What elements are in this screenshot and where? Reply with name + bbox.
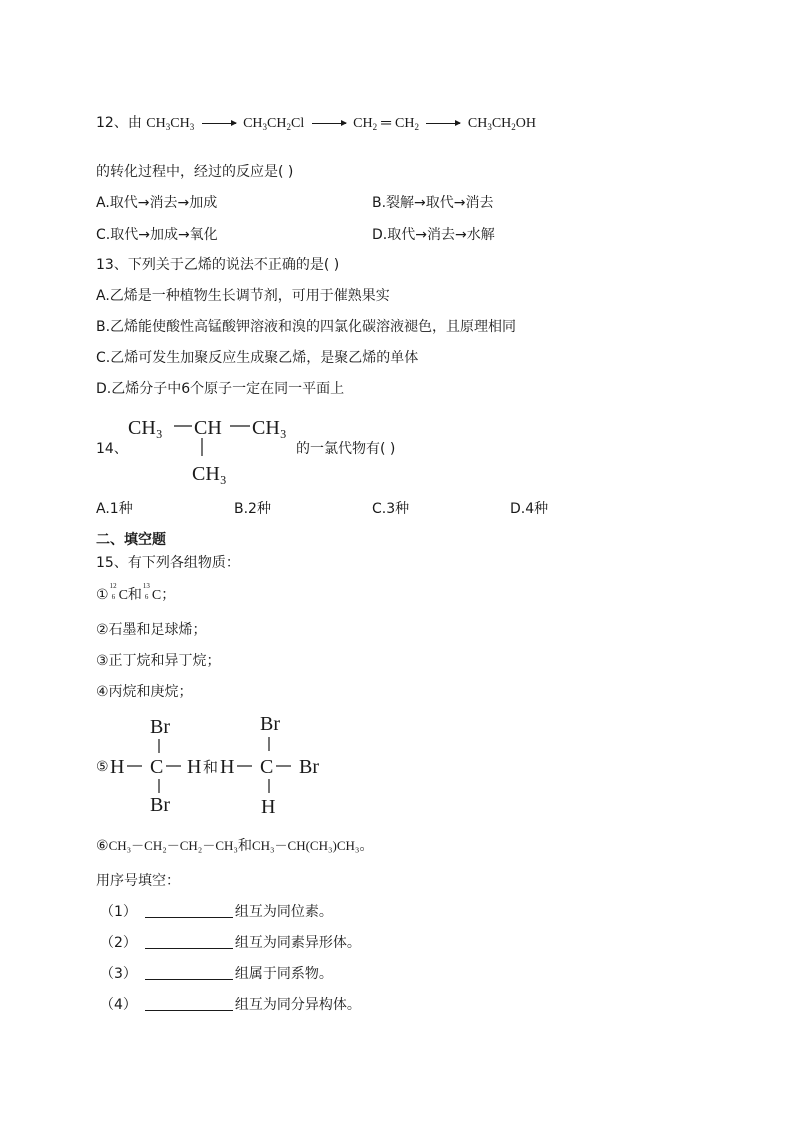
answer-blank-4[interactable] <box>145 996 233 1011</box>
q14-stem: 的一氯代物有( ) <box>296 441 396 457</box>
q14-number: 14、 <box>96 441 128 457</box>
mol2-top-atom: Br <box>260 713 280 735</box>
q15-item-3: ③正丁烷和异丁烷； <box>96 653 221 669</box>
q12-option-a: A.取代→消去→加成 <box>96 195 218 211</box>
q12-option-b: B.裂解→取代→消去 <box>372 195 494 211</box>
q15-item-5-prefix: ⑤ <box>96 759 109 775</box>
q12-species-chloroethane: $CH_3CH_2Cl$ <box>243 116 305 132</box>
reaction-arrow-icon <box>202 123 236 124</box>
q13-option-a: A.乙烯是一种植物生长调节剂，可用于催熟果实 <box>96 288 390 304</box>
mol1-center-atom: C <box>150 756 164 778</box>
q15-item-2: ②石墨和足球烯； <box>96 622 207 638</box>
isobutane-structure <box>128 408 298 488</box>
reaction-arrow-icon <box>426 123 460 124</box>
q12-stem: 的转化过程中，经过的反应是( ) <box>96 164 294 180</box>
reaction-arrow-icon <box>312 123 346 124</box>
q12-species-ethene: $CH_2$ ═ $CH_2$ <box>353 116 419 132</box>
q13-stem: 13、下列关于乙烯的说法不正确的是( ) <box>96 257 340 273</box>
isobutane-left-group: CH₃ <box>128 417 163 439</box>
answer-blank-3[interactable] <box>145 965 233 980</box>
isotope-c12: 12 6 <box>109 582 117 601</box>
q15-item-1: ① 12 6 C和 13 6 C； <box>96 582 176 603</box>
q15-instruction: 用序号填空： <box>96 873 180 889</box>
n-butane-formula: CH₃－CH₂－CH₂－CH₃ <box>108 838 238 853</box>
blank-row-1: （1） 组互为同位素。 <box>100 904 333 920</box>
answer-blank-1[interactable] <box>145 903 233 918</box>
q12-option-d: D.取代→消去→水解 <box>372 227 495 243</box>
dibromomethane-structures <box>110 710 340 820</box>
q13-option-d: D.乙烯分子中6个原子一定在同一平面上 <box>96 381 345 397</box>
mol2-right-atom: Br <box>299 756 319 778</box>
q12-species-ethane: $CH_3CH_3$ <box>146 116 195 132</box>
mol2-left-atom: H <box>220 756 235 778</box>
answer-blank-2[interactable] <box>145 934 233 949</box>
isobutane-bottom-group: CH₃ <box>192 463 227 485</box>
q12-option-c: C.取代→加成→氧化 <box>96 227 218 243</box>
q14-option-a: A.1种 <box>96 501 133 517</box>
q13-option-c: C.乙烯可发生加聚反应生成聚乙烯，是聚乙烯的单体 <box>96 350 419 366</box>
q12-number: 12、由 <box>96 115 142 131</box>
q13-option-b: B.乙烯能使酸性高锰酸钾溶液和溴的四氯化碳溶液褪色，且原理相同 <box>96 319 517 335</box>
mol2-bottom-atom: H <box>261 796 276 818</box>
isobutane-right-group: CH₃ <box>252 417 287 439</box>
isobutane-formula: CH₃－CH(CH₃)CH₃ <box>251 838 360 853</box>
q15-item-4: ④丙烷和庚烷； <box>96 684 193 700</box>
item5-and: 和 <box>203 758 219 776</box>
mol1-bottom-atom: Br <box>150 794 170 816</box>
q14-option-d: D.4种 <box>510 501 549 517</box>
q14-option-b: B.2种 <box>234 501 271 517</box>
mol1-top-atom: Br <box>150 716 170 738</box>
section-title: 二、填空题 <box>96 532 166 548</box>
q12-species-ethanol: $CH_3CH_2OH$ <box>467 116 537 132</box>
mol2-center-atom: C <box>260 756 274 778</box>
isotope-c13: 13 6 <box>142 582 150 601</box>
blank-row-4: （4） 组互为同分异构体。 <box>100 997 361 1013</box>
q15-stem: 15、有下列各组物质： <box>96 555 240 571</box>
mol1-right-atom: H <box>187 756 202 778</box>
mol1-left-atom: H <box>110 756 125 778</box>
blank-row-3: （3） 组属于同系物。 <box>100 966 333 982</box>
q14-option-c: C.3种 <box>372 501 410 517</box>
blank-row-2: （2） 组互为同素异形体。 <box>100 935 361 951</box>
q15-item-6: ⑥CH₃－CH₂－CH₂－CH₃和CH₃－CH(CH₃)CH₃。 <box>96 838 374 854</box>
q12-reaction-line <box>96 113 536 137</box>
isobutane-center-group: CH <box>194 417 222 439</box>
